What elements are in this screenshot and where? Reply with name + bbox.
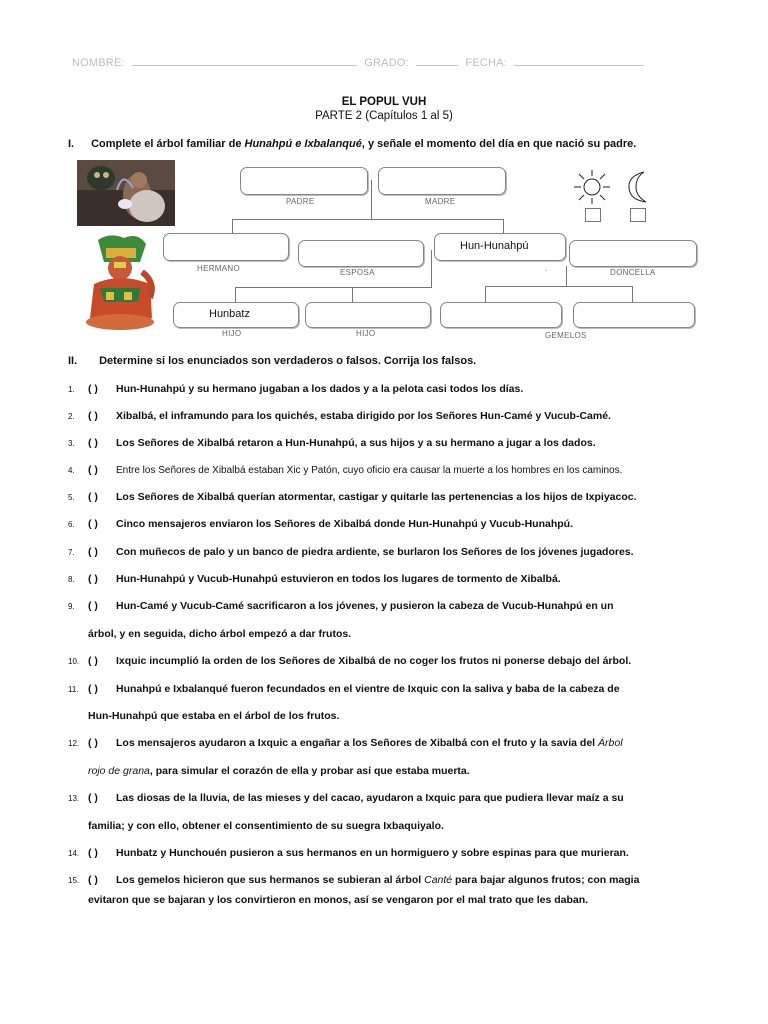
question-text-italic: Canté <box>424 874 453 886</box>
question-number: 4. <box>68 466 75 475</box>
question-14 <box>68 847 629 859</box>
tree-connector <box>632 286 633 302</box>
question-text: Los Señores de Xibalbá retaron a Hun-Hunahpú, a sus hijos y a su hermano a jugar a los dados. <box>116 437 596 449</box>
tree-connector <box>235 287 432 288</box>
tree-connector <box>235 287 236 302</box>
madre-label: MADRE <box>425 197 456 206</box>
answer-blank[interactable]: ( ) <box>88 655 98 667</box>
tree-dot: . <box>545 264 548 273</box>
question-text: Cinco mensajeros enviaron los Señores de Xibalbá donde Hun-Hunahpú y Vucub-Hunahpú. <box>116 518 574 530</box>
question-text: para bajar algunos frutos; con magia <box>452 874 640 886</box>
student-info-header <box>72 57 648 69</box>
question-text: Los mensajeros ayudaron a Ixquic a engañar a los Señores de Xibalbá con el fruto y la savia del <box>116 737 599 749</box>
answer-blank[interactable]: ( ) <box>88 847 98 859</box>
question-text: , para simular el corazón de ella y probar así que estaba muerta. <box>149 765 470 777</box>
answer-blank[interactable]: ( ) <box>88 518 98 530</box>
esposa-box[interactable] <box>298 240 424 267</box>
section-2-number: II. <box>68 355 78 367</box>
question-5 <box>68 491 637 503</box>
hijo-label-1: HIJO <box>222 329 242 338</box>
doncella-box[interactable] <box>569 240 697 267</box>
gemelo-box-1[interactable] <box>440 302 562 328</box>
esposa-label: ESPOSA <box>340 268 375 277</box>
page-subtitle: PARTE 2 (Capítulos 1 al 5) <box>315 110 453 122</box>
tree-connector <box>485 286 486 302</box>
question-3 <box>68 437 596 449</box>
nombre-label: NOMBRE: <box>72 57 125 69</box>
question-8 <box>68 573 561 585</box>
question-text: Las diosas de la lluvia, de las mieses y del cacao, ayudaron a Ixquic para que pudiera llevar maíz a su <box>116 792 624 804</box>
question-text-italic: rojo de grana <box>88 765 150 777</box>
answer-blank[interactable]: ( ) <box>88 874 98 886</box>
answer-blank[interactable]: ( ) <box>88 683 98 695</box>
question-9-continuation: árbol, y en seguida, dicho árbol empezó a dar frutos. <box>88 628 352 640</box>
question-15-continuation: evitaron que se bajaran y los convirtieron en monos, así se vengaron por el mal trato que les daban. <box>88 894 589 906</box>
hermano-label: HERMANO <box>197 264 240 273</box>
hijo-box-2[interactable] <box>305 302 431 328</box>
question-number: 7. <box>68 548 75 557</box>
tree-connector <box>371 180 372 220</box>
question-text: Ixquic incumplió la orden de los Señores de Xibalbá de no coger los frutos ni ponerse debajo del árbol. <box>116 655 632 667</box>
question-12 <box>68 737 623 749</box>
answer-blank[interactable]: ( ) <box>88 573 98 585</box>
moon-checkbox[interactable] <box>630 208 646 222</box>
question-13-continuation: familia; y con ello, obtener el consentimiento de su suegra Ixbaquiyalo. <box>88 820 444 832</box>
mayan-figure-illustration <box>80 232 164 332</box>
doncella-label: DONCELLA <box>610 268 656 277</box>
tree-connector <box>352 287 353 302</box>
question-10 <box>68 655 631 667</box>
question-text: Entre los Señores de Xibalbá estaban Xic y Patón, cuyo oficio era causar la muerte a los hombres en los caminos. <box>116 465 623 476</box>
question-number: 9. <box>68 602 75 611</box>
tree-connector <box>232 219 504 220</box>
ixquic-illustration <box>77 160 175 226</box>
question-number: 1. <box>68 385 75 394</box>
question-1 <box>68 383 523 395</box>
question-2 <box>68 410 611 422</box>
answer-blank[interactable]: ( ) <box>88 737 98 749</box>
tree-connector <box>503 219 504 233</box>
question-text: Xibalbá, el inframundo para los quichés, estaba dirigido por los Señores Hun-Camé y Vucub-Camé. <box>116 410 611 422</box>
section-1-heading <box>68 138 636 150</box>
question-text: Hunbatz y Hunchouén pusieron a sus hermanos en un hormiguero y sobre espinas para que murieran. <box>116 847 629 859</box>
moon-icon <box>624 170 652 204</box>
question-number: 15. <box>68 876 80 885</box>
hijo-label-2: HIJO <box>356 329 376 338</box>
question-text: Hun-Camé y Vucub-Camé sacrificaron a los jóvenes, y pusieron la cabeza de Vucub-Hunahpú en un <box>116 600 614 612</box>
question-number: 8. <box>68 575 75 584</box>
question-7 <box>68 546 634 558</box>
section-1-text-a: Complete el árbol familiar de <box>91 138 245 150</box>
answer-blank[interactable]: ( ) <box>88 464 98 476</box>
question-text: Con muñecos de palo y un banco de piedra ardiente, se burlaron los Señores de los jóvenes jugadores. <box>116 546 634 558</box>
hermano-box[interactable] <box>163 233 289 261</box>
sun-checkbox[interactable] <box>585 208 601 222</box>
answer-blank[interactable]: ( ) <box>88 491 98 503</box>
tree-connector <box>431 250 432 288</box>
grado-blank[interactable] <box>416 64 458 66</box>
son-name: Hunbatz <box>209 308 250 320</box>
answer-blank[interactable]: ( ) <box>88 437 98 449</box>
question-11 <box>68 683 620 695</box>
question-6 <box>68 518 573 530</box>
question-number: 12. <box>68 739 80 748</box>
answer-blank[interactable]: ( ) <box>88 600 98 612</box>
question-number: 10. <box>68 657 80 666</box>
section-1-text-b: , y señale el momento del día en que nació su padre. <box>361 138 637 150</box>
question-text: Hun-Hunahpú y Vucub-Hunahpú estuvieron en todos los lugares de tormento de Xibalbá. <box>116 573 561 585</box>
question-text: Hun-Hunahpú y su hermano jugaban a los dados y a la pelota casi todos los días. <box>116 383 524 395</box>
page-title: EL POPUL VUH <box>341 96 427 108</box>
question-text: Los gemelos hicieron que sus hermanos se subieran al árbol <box>116 874 425 886</box>
question-15 <box>68 874 639 886</box>
answer-blank[interactable]: ( ) <box>88 410 98 422</box>
tree-connector <box>232 219 233 233</box>
padre-label: PADRE <box>286 197 315 206</box>
question-number: 2. <box>68 412 75 421</box>
question-number: 3. <box>68 439 75 448</box>
padre-box[interactable] <box>240 167 368 195</box>
fecha-label: FECHA: <box>465 57 507 69</box>
tree-connector <box>566 266 567 286</box>
question-9 <box>68 600 614 612</box>
question-11-continuation: Hun-Hunahpú que estaba en el árbol de los frutos. <box>88 710 340 722</box>
question-4 <box>68 464 622 476</box>
answer-blank[interactable]: ( ) <box>88 383 98 395</box>
question-number: 14. <box>68 849 80 858</box>
sun-icon <box>571 168 613 206</box>
question-number: 6. <box>68 520 75 529</box>
question-13 <box>68 792 624 804</box>
father-name: Hun-Hunahpú <box>460 240 529 252</box>
section-2-text: Determine si los enunciados son verdaderos o falsos. Corrija los falsos. <box>99 355 477 367</box>
question-number: 13. <box>68 794 80 803</box>
question-text: Hunahpú e Ixbalanqué fueron fecundados en el vientre de Ixquic con la saliva y baba de la cabeza de <box>116 683 620 695</box>
section-1-text-em: Hunahpú e Ixbalanqué <box>244 138 362 150</box>
gemelo-box-2[interactable] <box>573 302 695 328</box>
nombre-blank[interactable] <box>132 64 357 66</box>
question-number: 5. <box>68 493 75 502</box>
question-text: Los Señores de Xibalbá querían atormentar, castigar y quitarle las pertenencias a los hijos de Ixpiyacoc. <box>116 491 637 503</box>
question-text-italic: Árbol <box>598 737 623 749</box>
answer-blank[interactable]: ( ) <box>88 792 98 804</box>
tree-connector <box>485 286 632 287</box>
question-12-continuation <box>88 765 470 777</box>
grado-label: GRADO: <box>364 57 409 69</box>
question-number: 11. <box>68 685 79 694</box>
section-1-number: I. <box>68 138 75 150</box>
answer-blank[interactable]: ( ) <box>88 546 98 558</box>
fecha-blank[interactable] <box>514 64 644 66</box>
madre-box[interactable] <box>378 167 506 195</box>
section-2-heading <box>68 355 476 367</box>
gemelos-label: GEMELOS <box>545 331 587 340</box>
